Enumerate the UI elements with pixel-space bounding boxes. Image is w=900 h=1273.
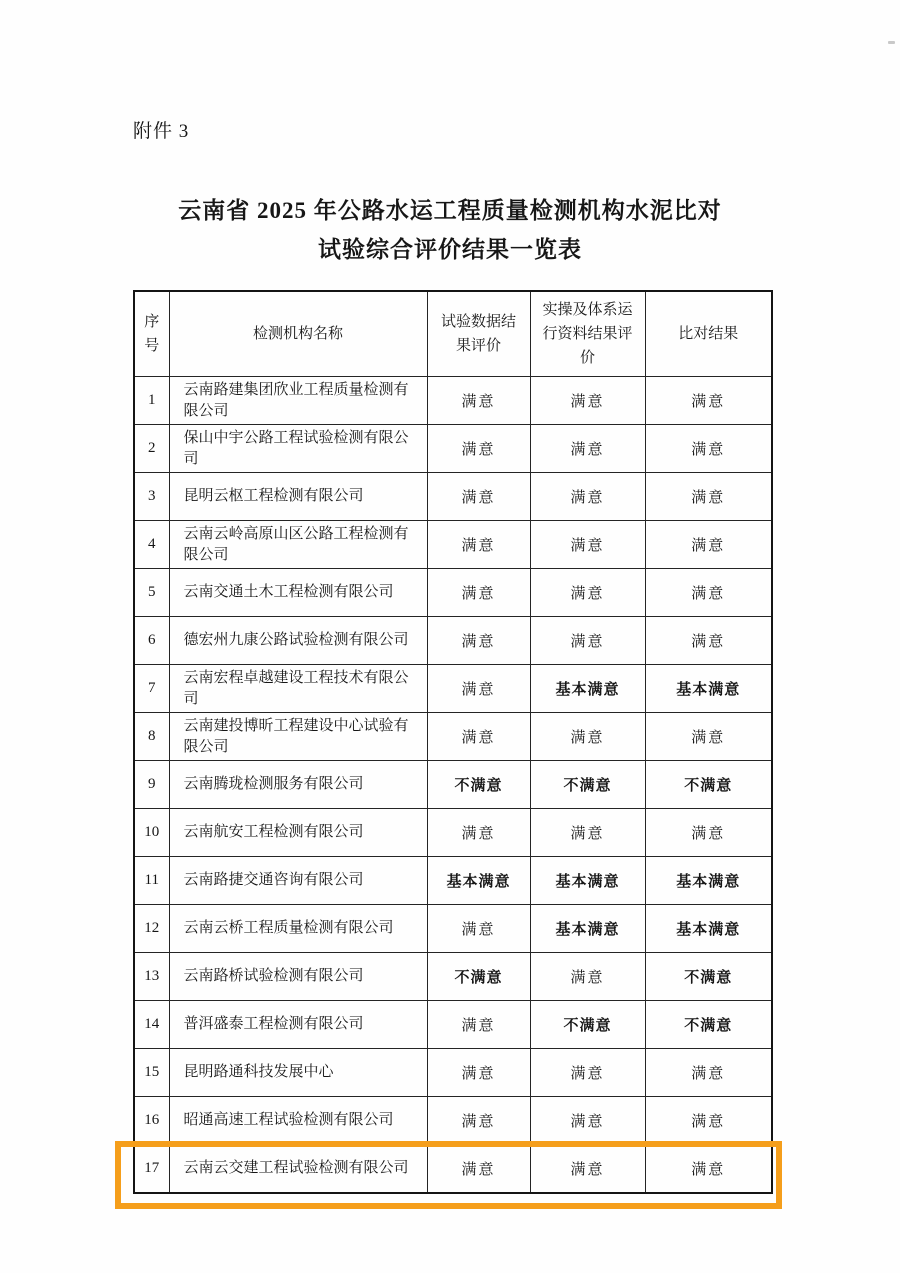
institution-name-cell: 云南腾珑检测服务有限公司 bbox=[169, 761, 427, 809]
evaluation-cell: 基本满意 bbox=[645, 905, 772, 953]
col-header-operation-system: 实操及体系运行资料结果评价 bbox=[530, 291, 645, 377]
title-line-2: 试验综合评价结果一览表 bbox=[318, 237, 582, 262]
institution-name-cell: 昆明路通科技发展中心 bbox=[169, 1049, 427, 1097]
table-row-highlighted bbox=[134, 1145, 772, 1194]
table-row bbox=[134, 1097, 772, 1145]
evaluation-cell: 满意 bbox=[645, 569, 772, 617]
results-table-wrap bbox=[133, 290, 771, 1194]
results-table-header bbox=[134, 291, 772, 377]
table-row bbox=[134, 521, 772, 569]
institution-name-cell: 普洱盛泰工程检测有限公司 bbox=[169, 1001, 427, 1049]
document-title bbox=[0, 191, 900, 269]
evaluation-cell: 不满意 bbox=[645, 1001, 772, 1049]
evaluation-cell: 基本满意 bbox=[645, 857, 772, 905]
evaluation-cell: 满意 bbox=[530, 617, 645, 665]
table-row bbox=[134, 617, 772, 665]
evaluation-cell: 不满意 bbox=[645, 953, 772, 1001]
institution-name-cell: 云南宏程卓越建设工程技术有限公司 bbox=[169, 665, 427, 713]
row-number-cell: 6 bbox=[134, 617, 169, 665]
table-row bbox=[134, 905, 772, 953]
evaluation-cell: 满意 bbox=[427, 1097, 530, 1145]
evaluation-cell: 满意 bbox=[427, 569, 530, 617]
evaluation-cell: 不满意 bbox=[530, 1001, 645, 1049]
col-header-test-data: 试验数据结果评价 bbox=[427, 291, 530, 377]
row-number-cell: 2 bbox=[134, 425, 169, 473]
evaluation-cell: 满意 bbox=[645, 617, 772, 665]
row-number-cell: 4 bbox=[134, 521, 169, 569]
row-number-cell: 7 bbox=[134, 665, 169, 713]
table-row bbox=[134, 809, 772, 857]
table-row bbox=[134, 761, 772, 809]
evaluation-cell: 满意 bbox=[530, 377, 645, 425]
institution-name-cell: 云南路捷交通咨询有限公司 bbox=[169, 857, 427, 905]
col-header-comparison-result: 比对结果 bbox=[645, 291, 772, 377]
evaluation-cell: 不满意 bbox=[427, 761, 530, 809]
evaluation-cell: 满意 bbox=[645, 473, 772, 521]
evaluation-cell: 满意 bbox=[530, 809, 645, 857]
table-row bbox=[134, 425, 772, 473]
institution-name-cell: 云南云交建工程试验检测有限公司 bbox=[169, 1145, 427, 1194]
evaluation-cell: 满意 bbox=[427, 1145, 530, 1194]
header-row bbox=[134, 291, 772, 377]
evaluation-cell: 满意 bbox=[645, 1097, 772, 1145]
evaluation-cell: 满意 bbox=[530, 713, 645, 761]
institution-name-cell: 昆明云枢工程检测有限公司 bbox=[169, 473, 427, 521]
evaluation-cell: 满意 bbox=[645, 1049, 772, 1097]
row-number-cell: 9 bbox=[134, 761, 169, 809]
evaluation-cell: 满意 bbox=[427, 377, 530, 425]
evaluation-cell: 满意 bbox=[427, 665, 530, 713]
evaluation-cell: 不满意 bbox=[645, 761, 772, 809]
evaluation-cell: 满意 bbox=[427, 713, 530, 761]
evaluation-cell: 满意 bbox=[645, 1145, 772, 1194]
table-row bbox=[134, 665, 772, 713]
institution-name-cell: 云南路桥试验检测有限公司 bbox=[169, 953, 427, 1001]
evaluation-cell: 满意 bbox=[645, 809, 772, 857]
row-number-cell: 12 bbox=[134, 905, 169, 953]
evaluation-cell: 满意 bbox=[427, 473, 530, 521]
institution-name-cell: 昭通高速工程试验检测有限公司 bbox=[169, 1097, 427, 1145]
row-number-cell: 17 bbox=[134, 1145, 169, 1194]
row-number-cell: 16 bbox=[134, 1097, 169, 1145]
results-table bbox=[133, 290, 773, 1194]
table-row bbox=[134, 1001, 772, 1049]
row-number-cell: 13 bbox=[134, 953, 169, 1001]
results-table-body bbox=[134, 377, 772, 1194]
attachment-label: 附件 3 bbox=[133, 121, 190, 142]
institution-name-cell: 德宏州九康公路试验检测有限公司 bbox=[169, 617, 427, 665]
evaluation-cell: 基本满意 bbox=[530, 665, 645, 713]
evaluation-cell: 满意 bbox=[530, 953, 645, 1001]
evaluation-cell: 满意 bbox=[530, 1097, 645, 1145]
row-number-cell: 10 bbox=[134, 809, 169, 857]
table-row bbox=[134, 377, 772, 425]
evaluation-cell: 满意 bbox=[427, 425, 530, 473]
table-row bbox=[134, 713, 772, 761]
table-row bbox=[134, 953, 772, 1001]
table-row bbox=[134, 857, 772, 905]
evaluation-cell: 基本满意 bbox=[427, 857, 530, 905]
table-row bbox=[134, 569, 772, 617]
institution-name-cell: 云南云桥工程质量检测有限公司 bbox=[169, 905, 427, 953]
evaluation-cell: 满意 bbox=[427, 521, 530, 569]
row-number-cell: 1 bbox=[134, 377, 169, 425]
evaluation-cell: 满意 bbox=[530, 1049, 645, 1097]
col-header-institution: 检测机构名称 bbox=[169, 291, 427, 377]
institution-name-cell: 云南航安工程检测有限公司 bbox=[169, 809, 427, 857]
table-row bbox=[134, 1049, 772, 1097]
institution-name-cell: 云南路建集团欣业工程质量检测有限公司 bbox=[169, 377, 427, 425]
evaluation-cell: 满意 bbox=[427, 617, 530, 665]
scan-artifact bbox=[888, 41, 895, 44]
evaluation-cell: 满意 bbox=[530, 1145, 645, 1194]
institution-name-cell: 云南云岭高原山区公路工程检测有限公司 bbox=[169, 521, 427, 569]
evaluation-cell: 不满意 bbox=[427, 953, 530, 1001]
evaluation-cell: 满意 bbox=[427, 1001, 530, 1049]
evaluation-cell: 不满意 bbox=[530, 761, 645, 809]
institution-name-cell: 保山中宇公路工程试验检测有限公司 bbox=[169, 425, 427, 473]
evaluation-cell: 满意 bbox=[530, 521, 645, 569]
row-number-cell: 14 bbox=[134, 1001, 169, 1049]
evaluation-cell: 满意 bbox=[427, 809, 530, 857]
table-row bbox=[134, 473, 772, 521]
evaluation-cell: 满意 bbox=[427, 1049, 530, 1097]
institution-name-cell: 云南建投博昕工程建设中心试验有限公司 bbox=[169, 713, 427, 761]
row-number-cell: 15 bbox=[134, 1049, 169, 1097]
evaluation-cell: 基本满意 bbox=[645, 665, 772, 713]
row-number-cell: 11 bbox=[134, 857, 169, 905]
evaluation-cell: 满意 bbox=[530, 425, 645, 473]
col-header-seq: 序号 bbox=[134, 291, 169, 377]
evaluation-cell: 基本满意 bbox=[530, 857, 645, 905]
evaluation-cell: 满意 bbox=[427, 905, 530, 953]
evaluation-cell: 满意 bbox=[530, 473, 645, 521]
evaluation-cell: 满意 bbox=[645, 425, 772, 473]
row-number-cell: 8 bbox=[134, 713, 169, 761]
evaluation-cell: 基本满意 bbox=[530, 905, 645, 953]
evaluation-cell: 满意 bbox=[530, 569, 645, 617]
evaluation-cell: 满意 bbox=[645, 377, 772, 425]
evaluation-cell: 满意 bbox=[645, 713, 772, 761]
evaluation-cell: 满意 bbox=[645, 521, 772, 569]
row-number-cell: 3 bbox=[134, 473, 169, 521]
row-number-cell: 5 bbox=[134, 569, 169, 617]
title-line-1: 云南省 2025 年公路水运工程质量检测机构水泥比对 bbox=[178, 198, 722, 223]
institution-name-cell: 云南交通土木工程检测有限公司 bbox=[169, 569, 427, 617]
